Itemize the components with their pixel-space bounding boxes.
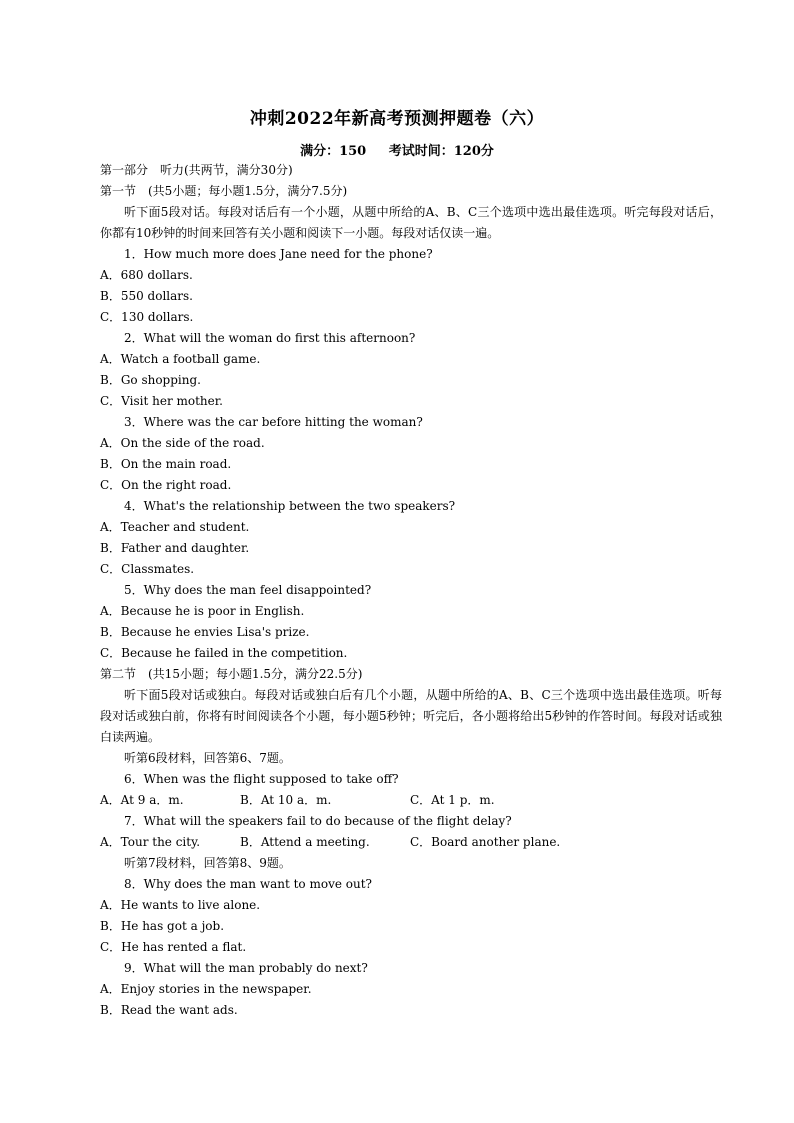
option: C．Because he failed in the competition. — [100, 646, 348, 660]
question-stem: 3．Where was the car before hitting the woman? — [124, 415, 423, 429]
option: B．At 10 a．m. — [240, 793, 332, 807]
option: B．Father and daughter. — [100, 541, 250, 555]
option: C．Visit her mother. — [100, 394, 223, 408]
question-stem: 7．What will the speakers fail to do because of the flight delay? — [124, 814, 512, 828]
question-stem: 8．Why does the man want to move out? — [124, 877, 372, 891]
option: B．Go shopping. — [100, 373, 201, 387]
question-stem: 6．When was the flight supposed to take off? — [124, 772, 399, 786]
exam-meta — [0, 140, 794, 159]
option: C．130 dollars. — [100, 310, 194, 324]
option: A．Watch a football game. — [100, 352, 261, 366]
option: C．He has rented a flat. — [100, 940, 247, 954]
page-title: 冲刺2022年新高考预测押题卷（六） — [249, 109, 545, 129]
option: B．On the main road. — [100, 457, 232, 471]
question-stem: 9．What will the man probably do next? — [124, 961, 368, 975]
exam-time: 考试时间：120分 — [388, 144, 494, 159]
part-heading: 第一部分 听力(共两节，满分30分) — [100, 163, 293, 177]
option: A．Because he is poor in English. — [100, 604, 305, 618]
option: A．At 9 a．m. — [100, 793, 184, 807]
question-stem: 2．What will the woman do first this afternoon? — [124, 331, 416, 345]
section-instructions: 听下面5段对话或独白。每段对话或独白后有几个小题，从题中所给的A、B、C三个选项中选出最佳选项。听每段对话或独白前，你将有时间阅读各个小题，每小题5秒钟；听完后，各小题将给出5秒钟的作答时间。每段对话或独白读两遍。 — [100, 688, 722, 744]
option: A．Tour the city. — [100, 835, 201, 849]
option: C．Board another plane. — [410, 835, 561, 849]
material-heading: 听第7段材料，回答第8、9题。 — [124, 856, 291, 870]
option: A．He wants to live alone. — [100, 898, 261, 912]
option: B．550 dollars. — [100, 289, 193, 303]
option: A．Teacher and student. — [100, 520, 250, 534]
section-heading: 第一节 (共5小题；每小题1.5分，满分7.5分) — [100, 184, 348, 198]
option: C．On the right road. — [100, 478, 232, 492]
option: C．At 1 p．m. — [410, 793, 495, 807]
question-stem: 5．Why does the man feel disappointed? — [124, 583, 372, 597]
option: A．Enjoy stories in the newspaper. — [100, 982, 312, 996]
question-stem: 4．What's the relationship between the two speakers? — [124, 499, 456, 513]
full-score: 满分：150 — [300, 144, 367, 159]
options-row — [100, 832, 722, 853]
section-heading: 第二节 (共15小题；每小题1.5分，满分22.5分) — [100, 667, 363, 681]
option: A．On the side of the road. — [100, 436, 265, 450]
option: C．Classmates. — [100, 562, 195, 576]
material-heading: 听第6段材料，回答第6、7题。 — [124, 751, 291, 765]
option: B．Read the want ads. — [100, 1003, 238, 1017]
question-stem: 1．How much more does Jane need for the phone? — [124, 247, 433, 261]
option: B．Attend a meeting. — [240, 835, 370, 849]
option: A．680 dollars. — [100, 268, 193, 282]
option: B．He has got a job. — [100, 919, 225, 933]
options-row — [100, 790, 722, 811]
section-instructions: 听下面5段对话。每段对话后有一个小题，从题中所给的A、B、C三个选项中选出最佳选项。听完每段对话后，你都有10秒钟的时间来回答有关小题和阅读下一小题。每段对话仅读一遍。 — [100, 205, 722, 240]
option: B．Because he envies Lisa's prize. — [100, 625, 310, 639]
exam-content — [100, 160, 722, 1021]
